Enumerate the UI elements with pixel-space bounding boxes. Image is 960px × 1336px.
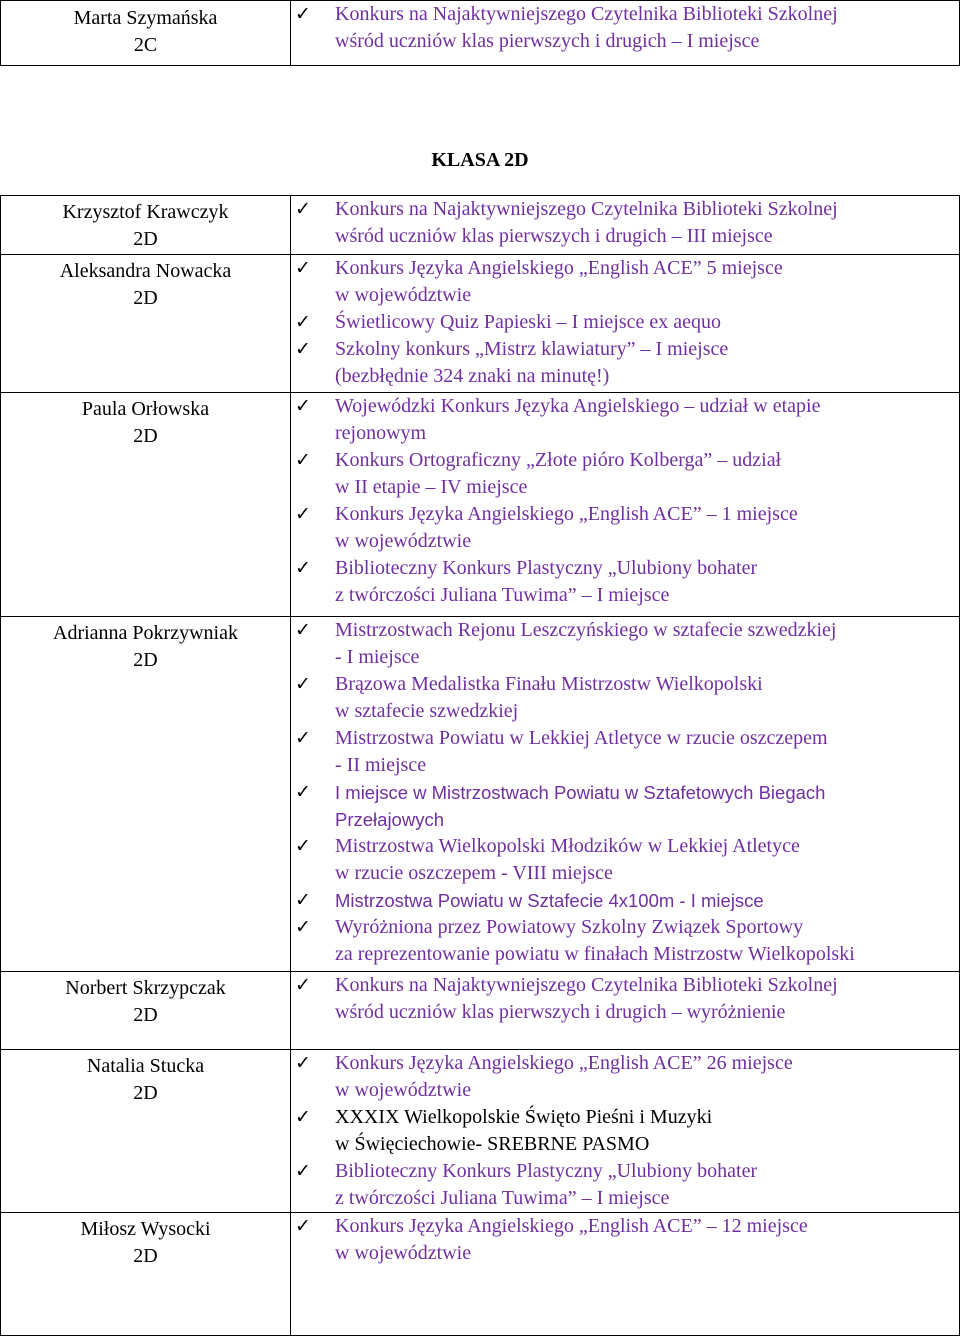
achievement-item <box>295 833 955 887</box>
table-row <box>1 255 960 393</box>
achievement-line: Przełajowych <box>335 809 444 830</box>
achievement-line: Konkurs Języka Angielskiego „English ACE” 5 miejsce <box>335 257 783 279</box>
table-row <box>1 196 960 255</box>
achievement-item <box>295 779 955 833</box>
achievement-line: z twórczości Juliana Tuwima” – I miejsce <box>335 1187 670 1209</box>
achievement-line: Świetlicowy Quiz Papieski – I miejsce ex aequo <box>335 311 722 333</box>
student-cell <box>1 393 291 617</box>
checkmark-icon: ✓ <box>295 619 311 641</box>
achievement-item <box>295 501 955 555</box>
achievement-item <box>295 914 955 968</box>
achievement-item <box>295 393 955 447</box>
achievement-line: w rzucie oszczepem - VIII miejsce <box>335 862 613 884</box>
achievement-line: Mistrzostwa Powiatu w Lekkiej Atletyce w rzucie oszczepem <box>335 727 828 749</box>
student-class: 2D <box>133 228 158 250</box>
checkmark-icon: ✓ <box>295 835 311 857</box>
achievement-item <box>295 1050 955 1104</box>
checkmark-icon: ✓ <box>295 727 311 749</box>
checkmark-icon: ✓ <box>295 503 311 525</box>
achievement-line: w województwie <box>335 284 472 306</box>
achievements-cell <box>291 1213 960 1336</box>
student-class: 2D <box>133 425 158 447</box>
achievement-line: Konkurs na Najaktywniejszego Czytelnika Biblioteki Szkolnej <box>335 3 838 25</box>
achievement-line: Mistrzostwach Rejonu Leszczyńskiego w sztafecie szwedzkiej <box>335 619 837 641</box>
student-cell <box>1 255 291 393</box>
achievement-line: w województwie <box>335 530 472 552</box>
checkmark-icon: ✓ <box>295 673 311 695</box>
achievements-cell <box>291 1 960 66</box>
checkmark-icon: ✓ <box>295 1160 311 1182</box>
student-class: 2D <box>133 649 158 671</box>
class-table <box>0 195 960 1336</box>
checkmark-icon: ✓ <box>295 3 311 25</box>
achievements-cell <box>291 1050 960 1213</box>
achievement-line: Szkolny konkurs „Mistrz klawiatury” – I miejsce <box>335 338 729 360</box>
student-class: 2D <box>133 1004 158 1026</box>
achievements-cell <box>291 393 960 617</box>
table-row <box>1 393 960 617</box>
achievement-line: za reprezentowanie powiatu w finałach Mistrzostw Wielkopolski <box>335 943 855 965</box>
achievement-line: w Święciechowie- SREBRNE PASMO <box>335 1133 650 1155</box>
achievement-item <box>295 1104 955 1158</box>
checkmark-icon: ✓ <box>295 338 311 360</box>
achievement-item <box>295 196 955 250</box>
achievement-line: w sztafecie szwedzkiej <box>335 700 519 722</box>
achievement-line: wśród uczniów klas pierwszych i drugich – wyróżnienie <box>335 1001 786 1023</box>
achievement-item <box>295 725 955 779</box>
section-title: KLASA 2D <box>431 149 529 171</box>
achievement-line: Wojewódzki Konkurs Języka Angielskiego – udział w etapie <box>335 395 821 417</box>
checkmark-icon: ✓ <box>295 781 311 803</box>
student-class: 2D <box>133 1082 158 1104</box>
student-name: Miłosz Wysocki <box>80 1218 211 1240</box>
achievement-line: Wyróżniona przez Powiatowy Szkolny Związek Sportowy <box>335 916 804 938</box>
achievement-line: Konkurs na Najaktywniejszego Czytelnika Biblioteki Szkolnej <box>335 198 838 220</box>
checkmark-icon: ✓ <box>295 916 311 938</box>
checkmark-icon: ✓ <box>295 1052 311 1074</box>
achievement-line: Mistrzostwa Powiatu w Sztafecie 4x100m - I miejsce <box>335 890 764 911</box>
achievement-line: rejonowym <box>335 422 427 444</box>
achievement-line: Biblioteczny Konkurs Plastyczny „Ulubiony bohater <box>335 1160 758 1182</box>
achievement-item <box>295 555 955 609</box>
achievement-line: - II miejsce <box>335 754 427 776</box>
student-class: 2D <box>133 1245 158 1267</box>
achievement-item <box>295 255 955 309</box>
table-row <box>1 1 960 66</box>
achievement-item <box>295 671 955 725</box>
student-cell <box>1 972 291 1050</box>
achievement-item <box>295 309 955 336</box>
checkmark-icon: ✓ <box>295 1106 311 1128</box>
student-name: Paula Orłowska <box>81 398 210 420</box>
achievement-item <box>295 1213 955 1267</box>
checkmark-icon: ✓ <box>295 257 311 279</box>
achievement-line: Konkurs Języka Angielskiego „English ACE” – 1 miejsce <box>335 503 798 525</box>
checkmark-icon: ✓ <box>295 395 311 417</box>
checkmark-icon: ✓ <box>295 198 311 220</box>
achievement-line: - I miejsce <box>335 646 420 668</box>
achievement-line: XXXIX Wielkopolskie Święto Pieśni i Muzyki <box>335 1106 713 1128</box>
checkmark-icon: ✓ <box>295 557 311 579</box>
achievement-item <box>295 447 955 501</box>
achievement-line: Konkurs Ortograficzny „Złote pióro Kolberga” – udział <box>335 449 782 471</box>
achievement-line: Brązowa Medalistka Finału Mistrzostw Wielkopolski <box>335 673 763 695</box>
student-name: Aleksandra Nowacka <box>59 260 232 282</box>
achievements-cell <box>291 255 960 393</box>
table-row <box>1 1213 960 1336</box>
checkmark-icon: ✓ <box>295 1215 311 1237</box>
checkmark-icon: ✓ <box>295 449 311 471</box>
achievements-cell <box>291 972 960 1050</box>
achievement-item <box>295 1158 955 1212</box>
student-name: Adrianna Pokrzywniak <box>53 622 238 644</box>
achievement-item <box>295 617 955 671</box>
achievement-line: w II etapie – IV miejsce <box>335 476 528 498</box>
achievement-line: Konkurs na Najaktywniejszego Czytelnika Biblioteki Szkolnej <box>335 974 838 996</box>
student-cell <box>1 1050 291 1213</box>
achievements-cell <box>291 617 960 972</box>
student-name: Marta Szymańska <box>73 7 218 29</box>
top-table <box>0 0 960 66</box>
student-name: Krzysztof Krawczyk <box>62 201 229 223</box>
achievement-line: Mistrzostwa Wielkopolski Młodzików w Lekkiej Atletyce <box>335 835 800 857</box>
achievement-line: Biblioteczny Konkurs Plastyczny „Ulubiony bohater <box>335 557 758 579</box>
achievement-line: z twórczości Juliana Tuwima” – I miejsce <box>335 584 670 606</box>
achievement-item <box>295 1 955 55</box>
achievement-line: Konkurs Języka Angielskiego „English ACE” 26 miejsce <box>335 1052 793 1074</box>
achievements-cell <box>291 196 960 255</box>
achievement-line: wśród uczniów klas pierwszych i drugich – I miejsce <box>335 30 760 52</box>
achievement-line: Konkurs Języka Angielskiego „English ACE” – 12 miejsce <box>335 1215 808 1237</box>
achievement-item <box>295 887 955 914</box>
achievement-line: (bezbłędnie 324 znaki na minutę!) <box>335 365 610 387</box>
achievement-line: wśród uczniów klas pierwszych i drugich – III miejsce <box>335 225 773 247</box>
student-name: Natalia Stucka <box>86 1055 205 1077</box>
student-class: 2D <box>133 287 158 309</box>
student-cell <box>1 1 291 66</box>
table-row <box>1 1050 960 1213</box>
checkmark-icon: ✓ <box>295 974 311 996</box>
achievement-line: w województwie <box>335 1079 472 1101</box>
student-class: 2C <box>133 34 158 56</box>
achievement-item <box>295 336 955 390</box>
checkmark-icon: ✓ <box>295 311 311 333</box>
checkmark-icon: ✓ <box>295 889 311 911</box>
student-cell <box>1 196 291 255</box>
student-cell <box>1 617 291 972</box>
achievement-item <box>295 972 955 1026</box>
achievement-line: w województwie <box>335 1242 472 1264</box>
achievement-line: I miejsce w Mistrzostwach Powiatu w Sztafetowych Biegach <box>335 782 826 803</box>
student-cell <box>1 1213 291 1336</box>
table-row <box>1 617 960 972</box>
student-name: Norbert Skrzypczak <box>65 977 226 999</box>
table-row <box>1 972 960 1050</box>
